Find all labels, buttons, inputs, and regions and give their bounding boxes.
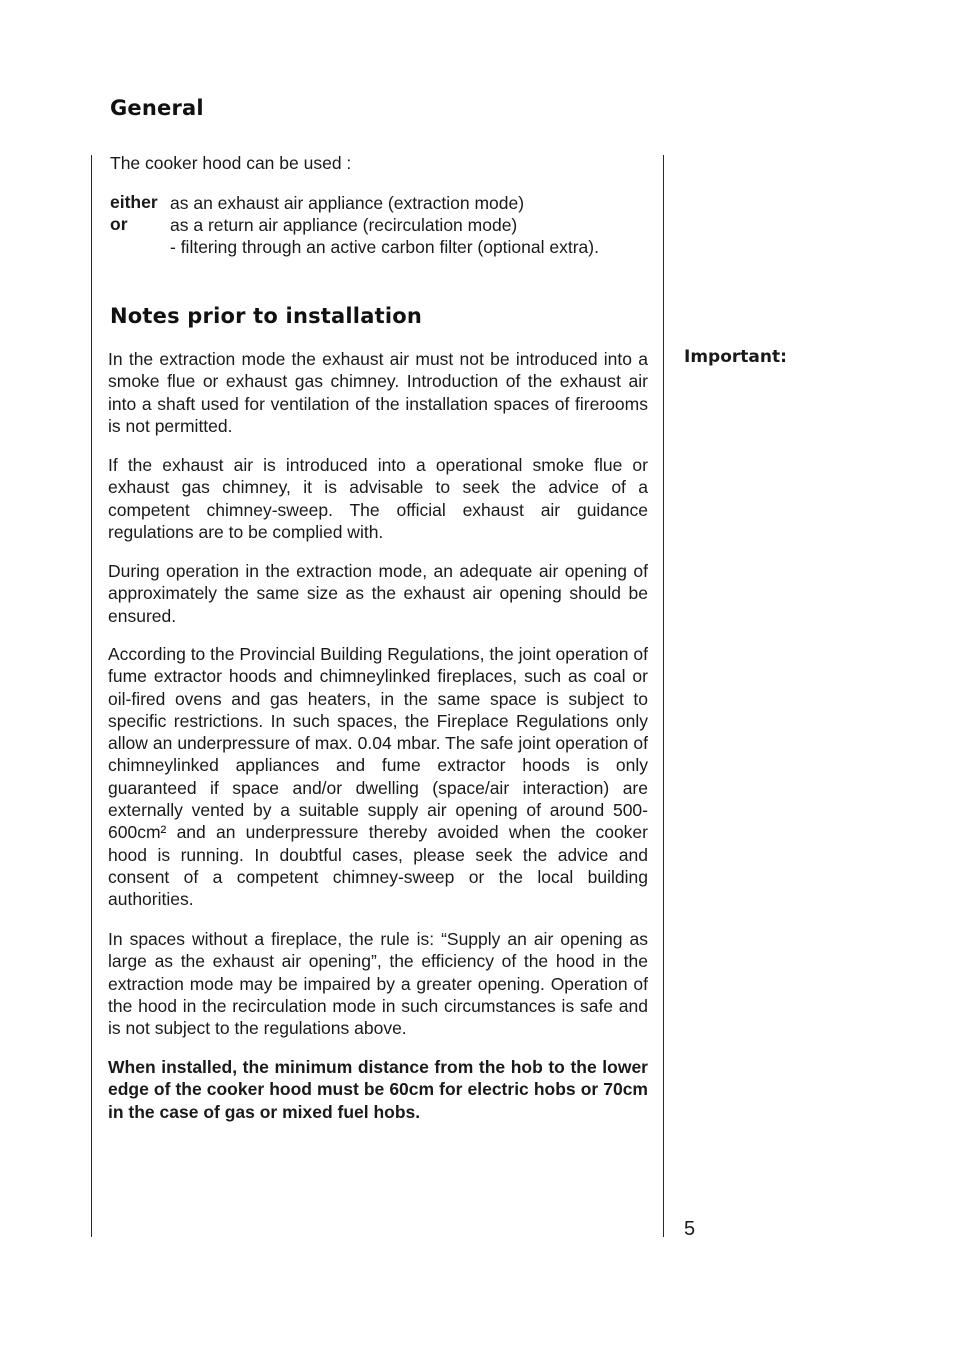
option-note: - filtering through an active carbon filter (optional extra). xyxy=(170,237,599,257)
notes-paragraph-3: During operation in the extraction mode, an adequate air opening of approximately the same size as the exhaust air opening should be ensured. xyxy=(108,561,648,626)
page-number: 5 xyxy=(684,1218,696,1240)
general-intro: The cooker hood can be used : xyxy=(110,153,352,173)
installation-warning: When installed, the minimum distance from the hob to the lower edge of the cooker hood must be 60cm for electric hobs or 70cm in the case of gas or mixed fuel hobs. xyxy=(108,1057,648,1122)
general-heading: General xyxy=(110,96,204,120)
option-key-either: either xyxy=(110,192,158,212)
notes-paragraph-1: In the extraction mode the exhaust air must not be introduced into a smoke flue or exhaust gas chimney. Introduction of the exhaust air into a shaft used for ventilation of the installation spaces of firerooms is not permitted. xyxy=(108,349,648,436)
option-text-or: as a return air appliance (recirculation mode) xyxy=(170,215,518,235)
important-label: Important: xyxy=(684,347,787,367)
option-text-either: as an exhaust air appliance (extraction mode) xyxy=(170,193,525,213)
column-divider-rule xyxy=(663,155,664,1237)
notes-paragraph-2: If the exhaust air is introduced into a operational smoke flue or exhaust gas chimney, it is advisable to seek the advice of a competent chimney-sweep. The official exhaust air guidance regulations are to be complied with. xyxy=(108,455,648,542)
notes-paragraph-5: In spaces without a fireplace, the rule is: “Supply an air opening as large as the exhaust air opening”, the efficiency of the hood in the extraction mode may be impaired by a greater opening. Operation of the hood in the recirculation mode in such circumstances is safe and is not subject to the regulations above. xyxy=(108,929,648,1039)
option-key-or: or xyxy=(110,214,128,234)
notes-paragraph-4: According to the Provincial Building Regulations, the joint operation of fume extractor hoods and chimneylinked fireplaces, such as coal or oil-fired ovens and gas heaters, in the same space is subject to specific restrictions. In such spaces, the Fireplace Regulations only allow an underpressure of max. 0.04 mbar. The safe joint operation of chimneylinked appliances and fume extractor hoods is only guaranteed if space and/or dwelling (space/air interaction) are externally vented by a suitable supply air opening of around 500-600cm² and an underpressure thereby avoided when the cooker hood is running. In doubtful cases, please seek the advice and consent of a competent chimney-sweep or the local building authorities. xyxy=(108,644,648,910)
left-margin-rule xyxy=(91,155,92,1237)
notes-heading: Notes prior to installation xyxy=(110,304,422,328)
